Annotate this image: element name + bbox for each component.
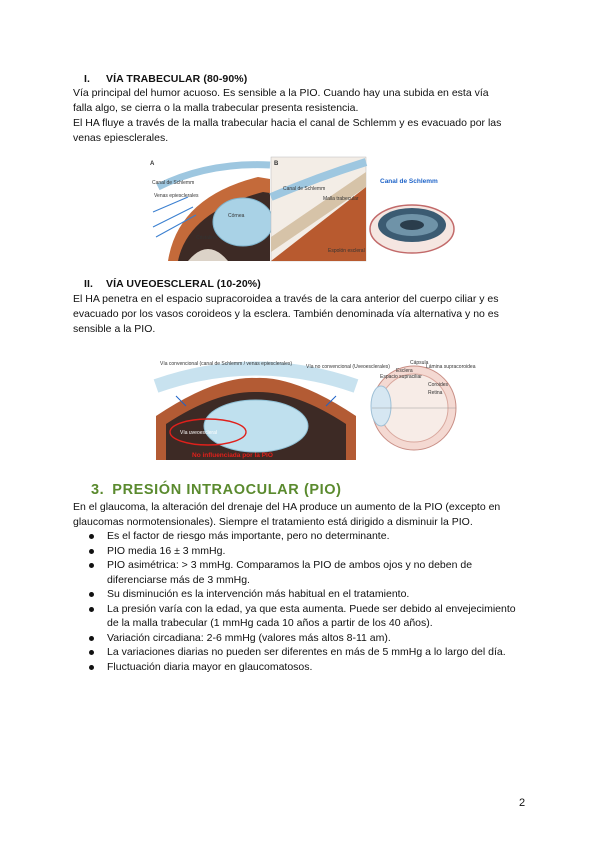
figure-trabecular-pathway [148, 157, 454, 261]
page-number: 2 [519, 797, 526, 809]
list-item: Su disminución es la intervención más habitual en el tratamiento. [89, 587, 519, 602]
figure-label: Esclera [396, 368, 413, 374]
list-item: PIO asimétrica: > 3 mmHg. Comparamos la PIO de ambos ojos y no deben de diferenciarse más de 3 mmHg. [89, 558, 519, 587]
section-title: VÍA UVEOESCLERAL (10-20%) [106, 278, 261, 290]
pio-bullet-list [89, 529, 519, 674]
figure-caption: No influenciada por la PIO [192, 452, 273, 459]
figure-label: Cristalino [196, 235, 217, 241]
section-heading-trabecular [84, 73, 247, 85]
text-line: glaucomas normotensionales). Siempre el tratamiento está dirigido a disminuir la PIO. [73, 516, 473, 528]
figure-panel-cross-section [156, 356, 390, 460]
figure-label: Lámina supracoroidea [426, 364, 476, 370]
figure-label: Venas epiesclerales [154, 193, 199, 199]
figure-label: Canal de Schlemm [283, 186, 326, 192]
text-line: En el glaucoma, la alteración del drenaje del HA produce un aumento de la PIO (excepto en [73, 501, 501, 513]
figure-label: Canal de Schlemm [152, 180, 195, 186]
list-item: PIO media 16 ± 3 mmHg. [89, 544, 519, 559]
figure-label: Vía no convencional (Uveoesclerales) [306, 364, 390, 370]
text-line: falla algo, se cierra o la malla trabecular presenta resistencia. [73, 102, 359, 114]
figure-label: Malla trabecular [323, 196, 359, 202]
section-numeral: II. [84, 278, 94, 290]
figure-panel-c [370, 157, 454, 261]
panel-letter: A [150, 161, 155, 167]
figure-label: Vía uveoescleral [180, 430, 217, 436]
text-line: Vía principal del humor acuoso. Es sensible a la PIO. Cuando hay una subida en esta vía [73, 87, 489, 99]
figure-label: Córnea [228, 213, 245, 219]
figure-label: Vía convencional (canal de Schlemm / venas epiesclerales) [160, 361, 293, 367]
list-item: Variación circadiana: 2-6 mmHg (valores más altos 8-11 am). [89, 631, 519, 646]
text-line: sensible a la PIO. [73, 323, 156, 335]
list-item: La variaciones diarias no pueden ser diferentes en más de 5 mmHg a lo largo del día. [89, 645, 519, 660]
list-item: Es el factor de riesgo más importante, pero no determinante. [89, 529, 519, 544]
section-title: VÍA TRABECULAR (80-90%) [106, 73, 248, 85]
figure-panel-eyeball [371, 360, 476, 450]
text-line: venas epiesclerales. [73, 132, 169, 144]
list-item: Fluctuación diaria mayor en glaucomatosos. [89, 660, 519, 675]
figure-label: Espacio supraciliar [380, 374, 422, 380]
text-line: El HA fluye a través de la malla trabecular hacia el canal de Schlemm y es evacuado por las [73, 117, 502, 129]
paragraph-trabecular [73, 86, 533, 146]
section-number: 3. [91, 482, 105, 498]
paragraph-uveoscleral [73, 292, 533, 337]
figure-panel-a [148, 157, 273, 261]
panel-title: Canal de Schlemm [380, 178, 438, 185]
list-item: La presión varía con la edad, ya que esta aumenta. Puede ser debido al envejecimiento de la malla trabecular (1 mmHg cada 10 años a partir de los 40 años). [89, 602, 519, 631]
figure-uveoscleral-pathway [156, 356, 476, 460]
section-heading-uveoscleral [84, 278, 261, 290]
section-numeral: I. [84, 73, 91, 85]
figure-label: Espolón escleral [328, 248, 365, 254]
section-heading-pio [91, 482, 342, 498]
paragraph-pio-intro [73, 500, 533, 530]
section-title: PRESIÓN INTRAOCULAR (PIO) [112, 482, 342, 498]
figure-label: Coroides [428, 382, 449, 388]
figure-label: Cápsula [410, 360, 429, 366]
text-line: El HA penetra en el espacio supracoroidea a través de la cara anterior del cuerpo ciliar y es [73, 293, 499, 305]
panel-letter: B [274, 161, 279, 167]
figure-label: Retina [428, 390, 443, 396]
text-line: evacuado por los vasos coroideos y la esclera. También denominada vía alternativa y no es [73, 308, 499, 320]
figure-panel-b [271, 157, 366, 261]
